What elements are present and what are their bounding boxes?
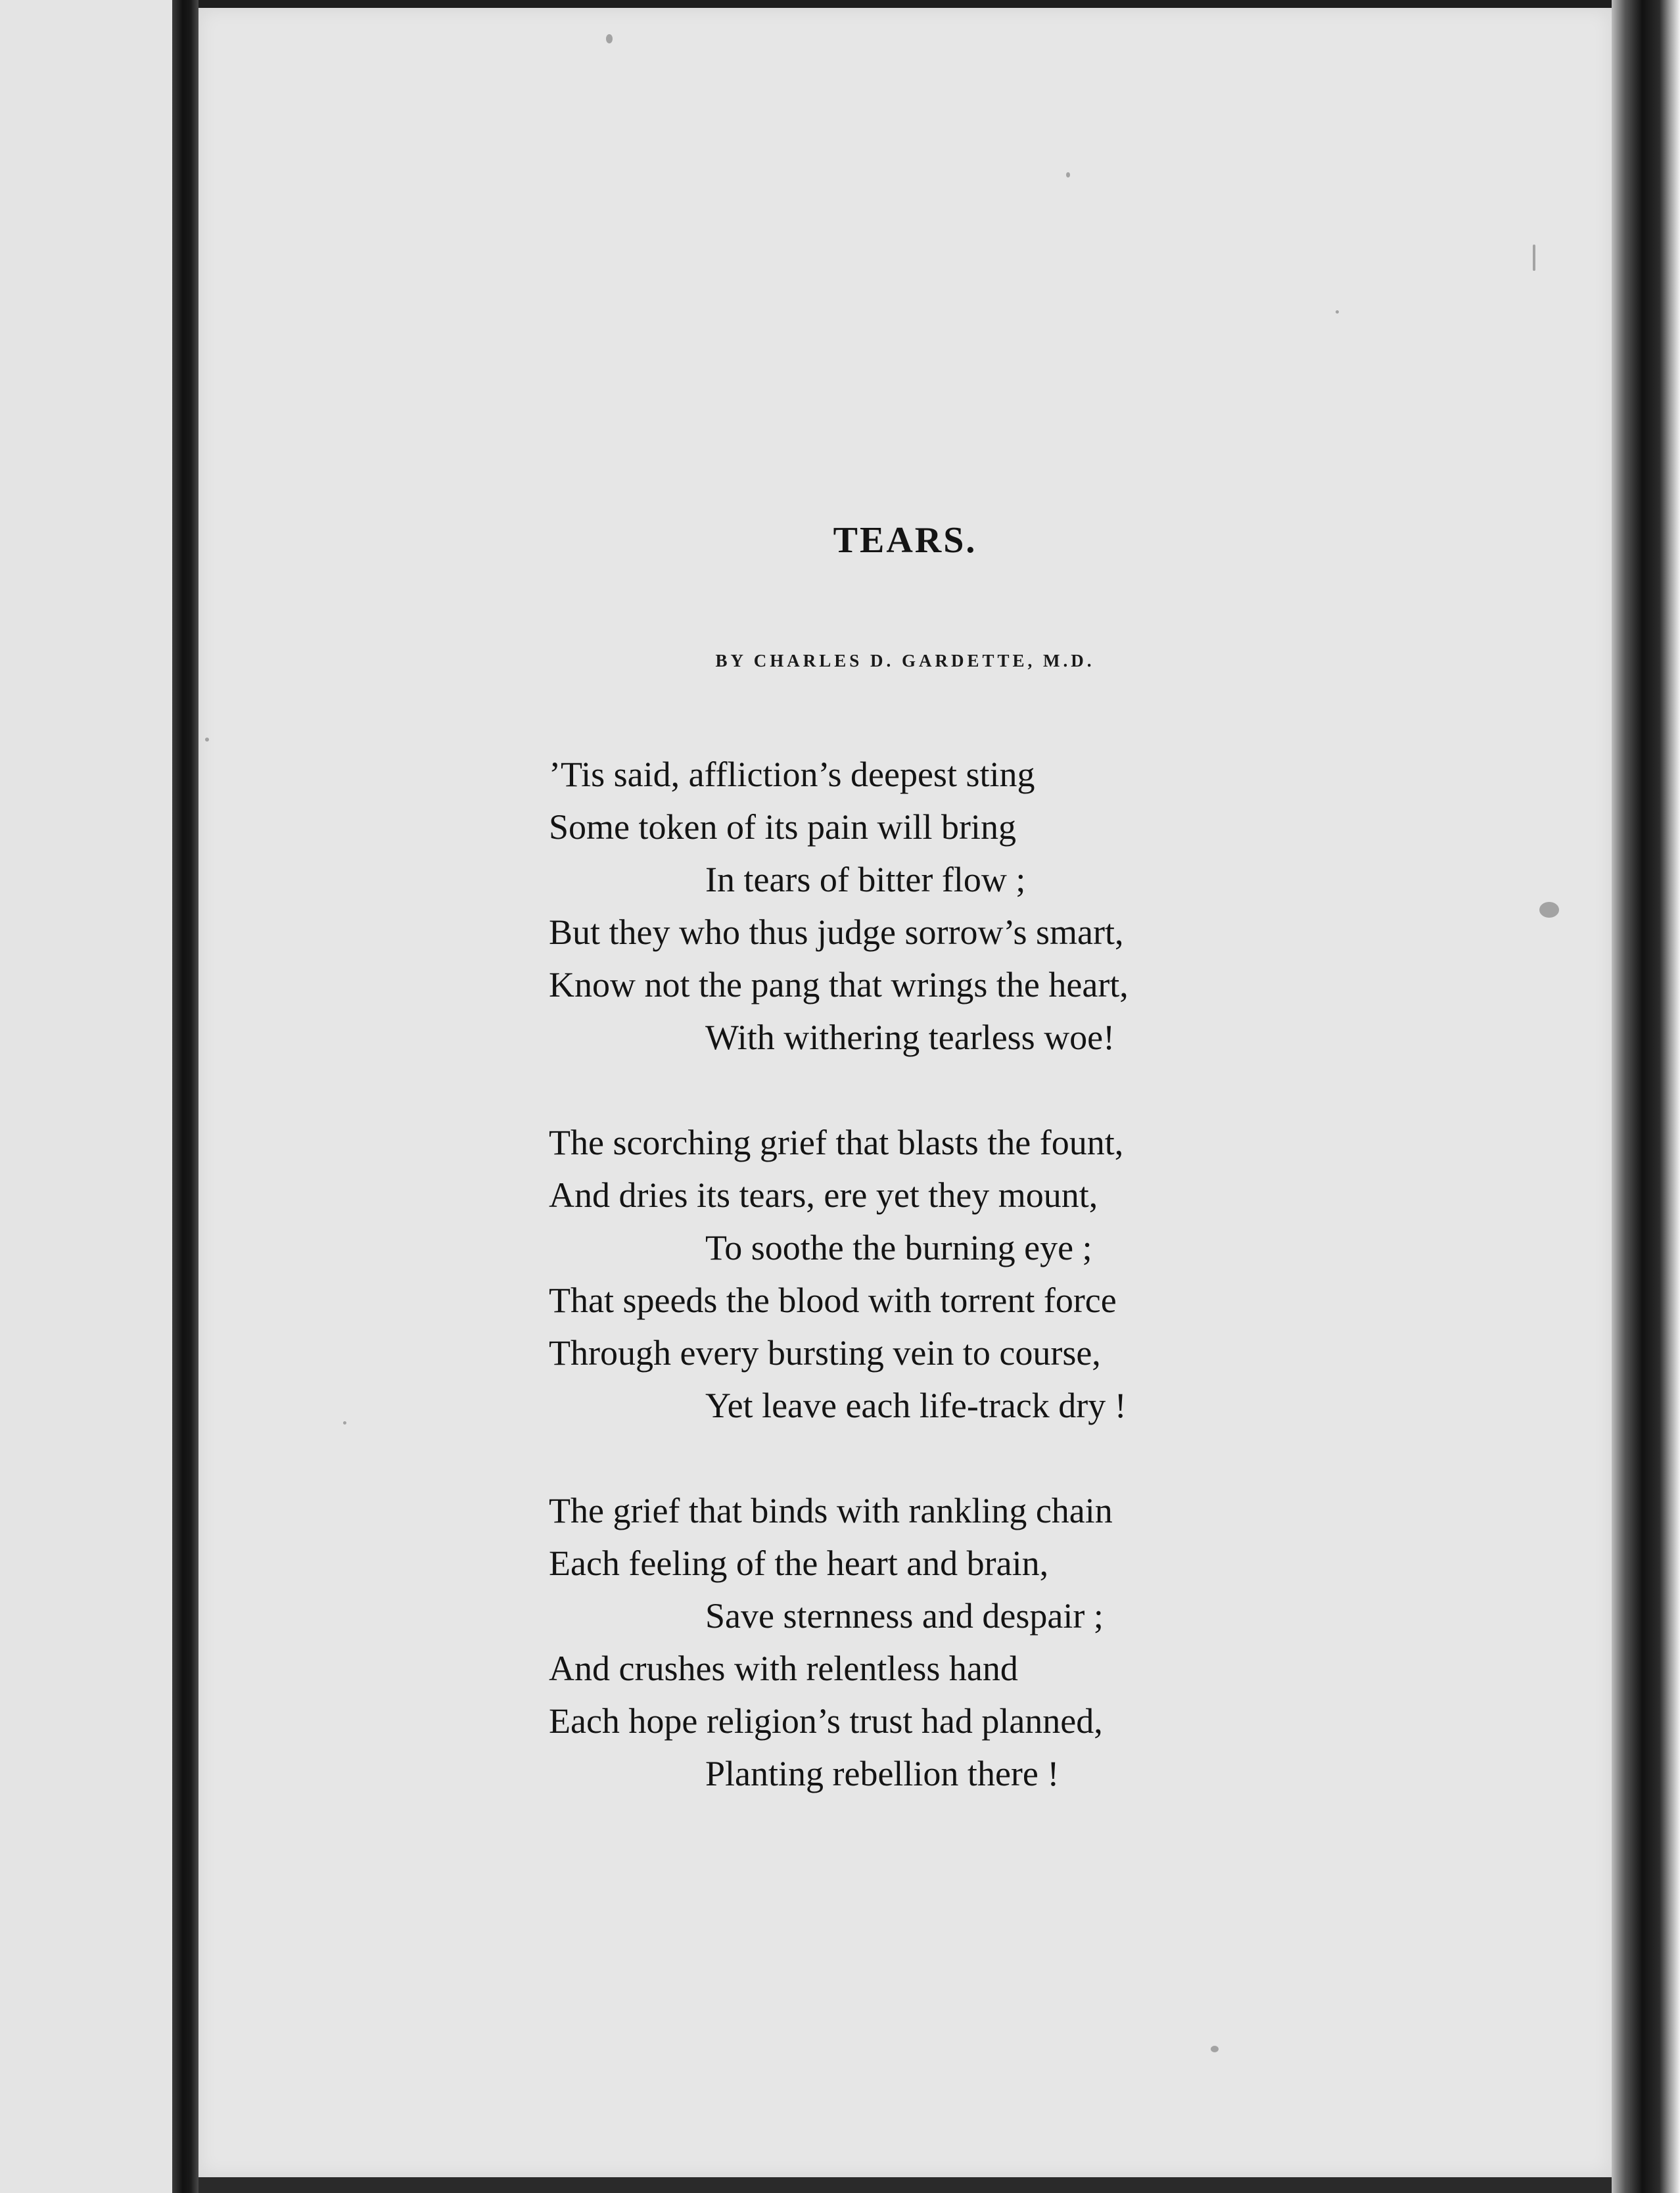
stanza-1 [549, 748, 1338, 1064]
poem-line: Save sternness and despair ; [705, 1596, 1104, 1636]
stanza-3 [549, 1484, 1338, 1800]
poem-line: Each feeling of the heart and brain, [549, 1544, 1049, 1583]
paper-speck [1539, 902, 1559, 918]
poem-line: In tears of bitter flow ; [705, 860, 1026, 899]
paper-speck [1211, 2046, 1219, 2052]
paper-speck [606, 34, 613, 43]
poem-line: Some token of its pain will bring [549, 807, 1016, 847]
poem-line: With withering tearless woe! [705, 1018, 1115, 1057]
poem-line: That speeds the blood with torrent force [549, 1281, 1117, 1320]
poem-line: Yet leave each life-track dry ! [705, 1386, 1127, 1425]
poem-byline: BY CHARLES D. GARDETTE, M.D. [715, 651, 1095, 671]
poem-title: TEARS. [833, 520, 977, 561]
poem-line: And dries its tears, ere yet they mount, [549, 1175, 1098, 1215]
poem-line: Through every bursting vein to course, [549, 1333, 1101, 1373]
poem-line: To soothe the burning eye ; [705, 1228, 1092, 1267]
poem-line: The grief that binds with rankling chain [549, 1491, 1113, 1530]
poem-line: Know not the pang that wrings the heart, [549, 965, 1129, 1004]
poem-line: And crushes with relentless hand [549, 1649, 1018, 1688]
paper-speck [343, 1421, 346, 1425]
poem-line: But they who thus judge sorrow’s smart, [549, 912, 1124, 952]
poem-line: The scorching grief that blasts the fount, [549, 1123, 1124, 1162]
poem-body [549, 748, 1338, 1852]
poem-line: ’Tis said, affliction’s deepest sting [549, 755, 1035, 794]
book-gutter [172, 0, 198, 2193]
paper-speck [205, 738, 209, 742]
poem-line: Each hope religion’s trust had planned, [549, 1701, 1103, 1741]
book-right-edge [1612, 0, 1680, 2193]
previous-page-edge [0, 0, 172, 2193]
paper-speck [1533, 245, 1535, 271]
paper-speck [1336, 310, 1339, 314]
stanza-2 [549, 1116, 1338, 1432]
paper-speck [1066, 172, 1070, 177]
poem-line: Planting rebellion there ! [705, 1754, 1060, 1793]
page-top-edge [198, 0, 1612, 8]
